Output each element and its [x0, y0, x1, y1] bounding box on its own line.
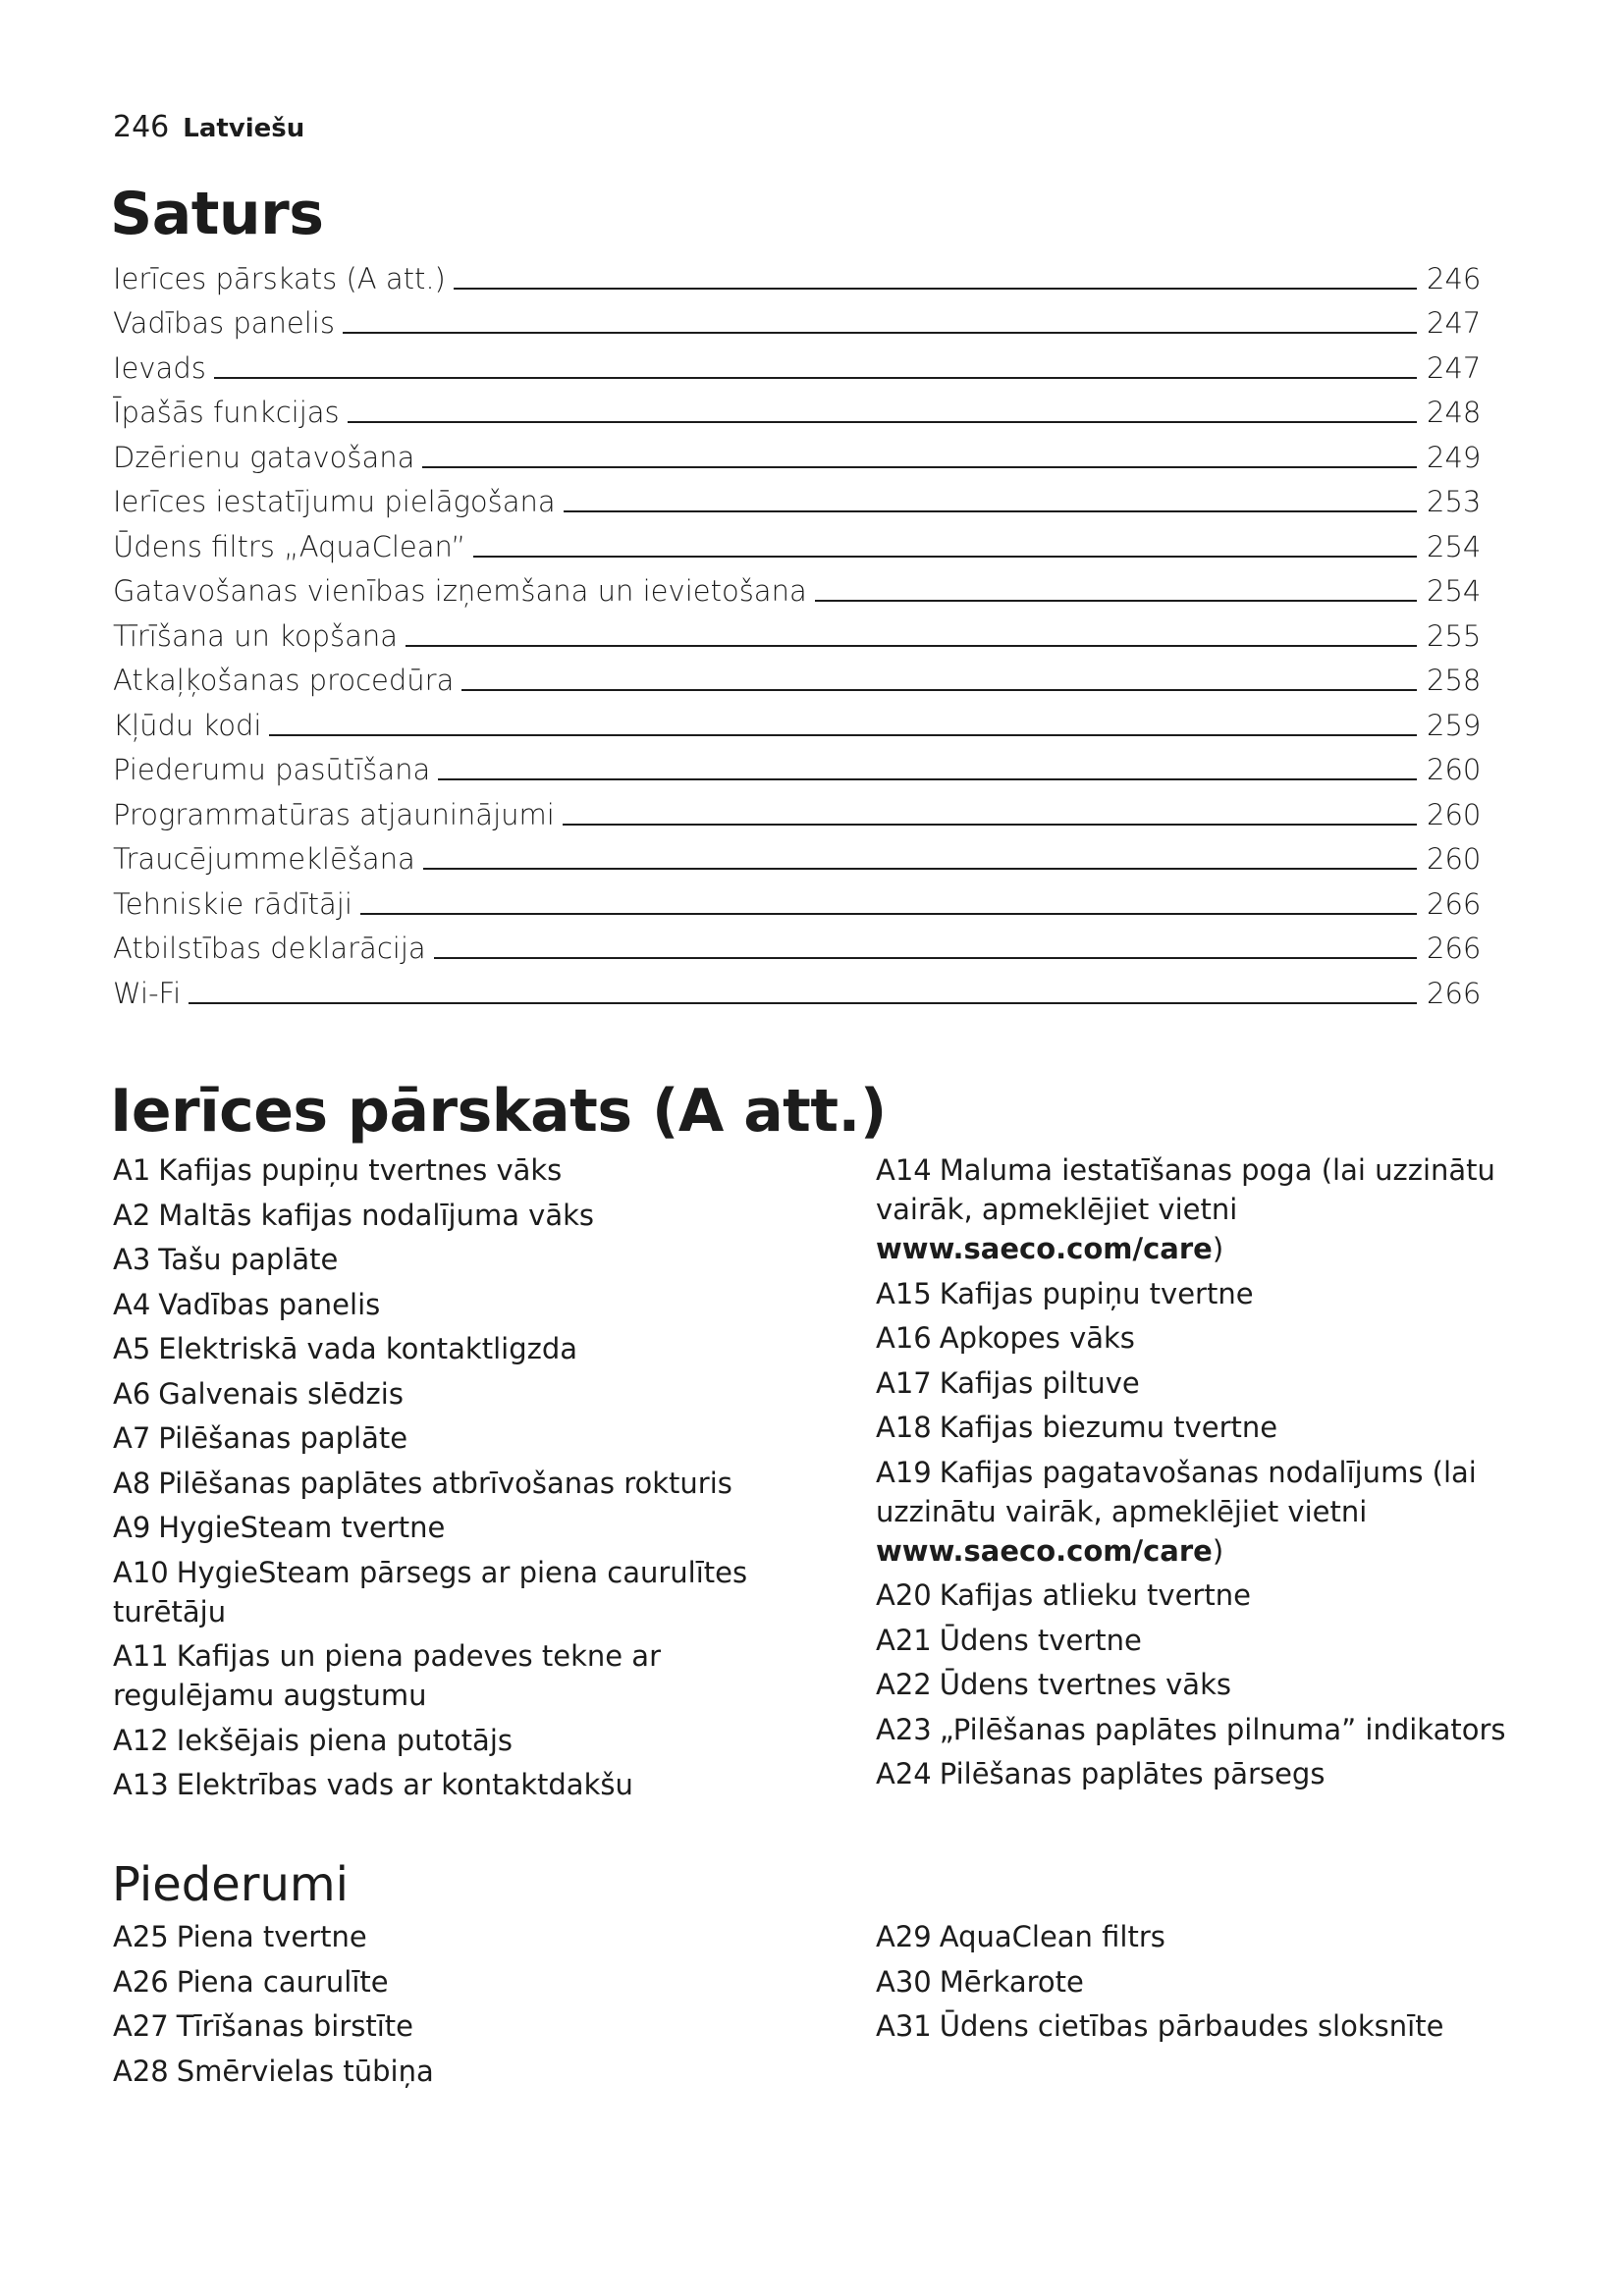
item-code: A26 — [113, 1964, 169, 1999]
item-code: A7 — [113, 1421, 151, 1455]
toc-entry[interactable] — [113, 429, 1482, 474]
list-item — [113, 1917, 800, 1956]
list-item: A15 Kafijas pupiņu tvertne — [876, 1276, 1254, 1310]
list-item — [113, 2006, 800, 2046]
toc-entry[interactable] — [113, 653, 1482, 698]
overview-title: Ierīces pārskats (A att.) — [110, 1077, 887, 1146]
toc-leader-line — [454, 288, 1417, 290]
toc-leader-line — [189, 1002, 1417, 1004]
toc-entry-title: Dzērienu gatavošana — [113, 440, 415, 474]
item-text: Piena tvertne — [176, 1920, 367, 1953]
toc-entry-title: Kļūdu kodi — [113, 708, 262, 742]
toc-title: Saturs — [110, 180, 324, 248]
toc-entry-title: Atkaļķošanas procedūra — [113, 664, 455, 697]
item-text: Mērkarote — [939, 1964, 1084, 1999]
list-item — [113, 1285, 800, 1324]
item-text: HygieSteam pārsegs ar piena caurulītes turētāju — [113, 1555, 748, 1629]
toc-entry[interactable] — [113, 295, 1482, 341]
toc-entry-page: 260 — [1427, 753, 1482, 786]
table-of-contents — [113, 250, 1482, 1010]
list-item — [113, 1150, 800, 1190]
list-item — [113, 1508, 800, 1547]
list-item — [113, 1196, 800, 1235]
list-item: A22 Ūdens tvertnes vāks — [876, 1668, 1231, 1701]
item-code: A25 — [113, 1920, 169, 1953]
item-text: Pilēšanas paplātes atbrīvošanas rokturis — [158, 1466, 732, 1500]
toc-entry-page: 259 — [1427, 708, 1482, 742]
toc-entry[interactable] — [113, 786, 1482, 831]
accessories-list-left — [113, 1917, 800, 2096]
saeco-link[interactable]: www.saeco.com/care — [876, 1232, 1213, 1265]
toc-entry-title: Tīrīšana un kopšana — [113, 618, 399, 653]
item-text: Pilēšanas paplāte — [158, 1421, 408, 1455]
item-text: Ūdens cietības pārbaudes sloksnīte — [939, 2009, 1444, 2043]
toc-entry[interactable] — [113, 518, 1482, 563]
item-text: Vadības panelis — [158, 1287, 381, 1321]
item-code: A13 — [113, 1768, 169, 1801]
list-item: A16 Apkopes vāks — [876, 1321, 1135, 1355]
toc-entry-page: 255 — [1427, 618, 1482, 653]
item-text: Smērvielas tūbiņa — [176, 2054, 434, 2088]
list-item — [876, 1962, 1543, 2002]
list-item — [113, 1553, 800, 1631]
toc-leader-line — [360, 913, 1417, 915]
overview-list-left — [113, 1150, 800, 1810]
toc-entry-page: 258 — [1427, 664, 1482, 697]
accessories-list-right — [876, 1917, 1543, 2052]
toc-leader-line — [815, 600, 1417, 602]
toc-entry-title: Tehniskie rādītāji — [113, 886, 352, 921]
toc-leader-line — [473, 556, 1417, 558]
list-item: A14 Maluma iestatīšanas poga (lai uzzinātu vairāk, apmeklējiet vietni www.saeco.com/care) — [876, 1153, 1495, 1265]
list-item — [113, 1721, 800, 1760]
toc-leader-line — [348, 421, 1417, 423]
toc-entry-title: Ierīces pārskats (A att.) — [113, 261, 446, 295]
list-item: A20 Kafijas atlieku tvertne — [876, 1578, 1251, 1612]
list-item — [113, 1374, 800, 1414]
toc-entry-title: Ievads — [113, 350, 206, 385]
item-code: A3 — [113, 1243, 151, 1276]
item-code: A5 — [113, 1332, 151, 1365]
item-text: Kafijas un piena padeves tekne ar regulējamu augstumu — [113, 1639, 662, 1712]
toc-entry-title: Īpašās funkcijas — [113, 396, 340, 429]
toc-entry-title: Traucējummeklēšana — [113, 842, 415, 876]
toc-entry-page: 254 — [1427, 529, 1482, 563]
toc-leader-line — [438, 778, 1417, 780]
list-item — [876, 1917, 1543, 1956]
accessories-title: Piederumi — [112, 1857, 350, 1912]
page-language: Latviešu — [183, 114, 305, 143]
item-code: A31 — [876, 2009, 932, 2043]
toc-entry[interactable] — [113, 474, 1482, 519]
toc-leader-line — [406, 645, 1417, 647]
toc-entry[interactable] — [113, 742, 1482, 787]
overview-list-right — [876, 1150, 1543, 1799]
toc-entry[interactable] — [113, 831, 1482, 877]
toc-entry[interactable] — [113, 385, 1482, 430]
toc-entry[interactable] — [113, 697, 1482, 742]
toc-entry-page: 247 — [1427, 350, 1482, 385]
list-item — [113, 1329, 800, 1368]
item-code: A4 — [113, 1287, 151, 1321]
toc-entry-title: Gatavošanas vienības izņemšana un ievietošana — [113, 574, 807, 608]
item-text: Galvenais slēdzis — [158, 1376, 404, 1411]
toc-entry-page: 248 — [1427, 396, 1482, 429]
saeco-link[interactable]: www.saeco.com/care — [876, 1533, 1213, 1568]
toc-entry-title: Programmatūras atjauninājumi — [113, 797, 555, 831]
toc-entry-page: 260 — [1427, 797, 1482, 831]
item-code: A1 — [113, 1153, 151, 1187]
toc-entry-page: 254 — [1427, 574, 1482, 608]
toc-entry-page: 249 — [1427, 440, 1482, 474]
toc-leader-line — [434, 957, 1417, 959]
list-item: A21 Ūdens tvertne — [876, 1623, 1142, 1657]
toc-entry-page: 266 — [1427, 932, 1482, 965]
toc-entry[interactable] — [113, 876, 1482, 921]
toc-leader-line — [214, 377, 1417, 379]
item-code: A10 — [113, 1555, 169, 1589]
list-item — [876, 2006, 1543, 2046]
list-item — [113, 1464, 800, 1503]
toc-leader-line — [343, 332, 1417, 334]
item-code: A30 — [876, 1964, 932, 1999]
toc-entry-title: Wi-Fi — [113, 976, 182, 1010]
item-code: A2 — [113, 1198, 151, 1232]
list-item — [113, 1636, 800, 1715]
toc-leader-line — [563, 824, 1417, 826]
list-item — [113, 2052, 800, 2091]
toc-entry[interactable] — [113, 563, 1482, 609]
item-text: AquaClean filtrs — [939, 1920, 1165, 1953]
toc-entry-title: Ūdens filtrs „AquaClean” — [113, 529, 466, 563]
toc-leader-line — [269, 734, 1417, 736]
item-code: A29 — [876, 1920, 932, 1953]
list-item — [113, 1240, 800, 1279]
item-code: A11 — [113, 1639, 169, 1673]
toc-leader-line — [423, 868, 1417, 870]
list-item — [113, 1962, 800, 2002]
toc-leader-line — [422, 466, 1417, 468]
list-item — [113, 1765, 800, 1804]
toc-entry-page: 246 — [1427, 261, 1482, 295]
toc-entry-page: 266 — [1427, 976, 1482, 1010]
toc-entry-title: Atbilstības deklarācija — [113, 932, 426, 965]
item-code: A9 — [113, 1511, 151, 1544]
toc-leader-line — [461, 689, 1417, 691]
item-text: HygieSteam tvertne — [158, 1511, 446, 1544]
toc-entry-page: 253 — [1427, 485, 1482, 518]
list-item: A23 „Pilēšanas paplātes pilnuma” indikators — [876, 1712, 1506, 1746]
list-item: A18 Kafijas biezumu tvertne — [876, 1411, 1278, 1444]
item-code: A27 — [113, 2009, 169, 2043]
item-text: Elektriskā vada kontaktligzda — [158, 1332, 577, 1365]
list-item: A24 Pilēšanas paplātes pārsegs — [876, 1757, 1326, 1790]
toc-entry[interactable] — [113, 340, 1482, 385]
list-item: A17 Kafijas piltuve — [876, 1365, 1140, 1400]
item-code: A12 — [113, 1723, 169, 1757]
item-code: A8 — [113, 1466, 151, 1500]
toc-entry-page: 260 — [1427, 842, 1482, 876]
toc-entry-page: 247 — [1427, 306, 1482, 340]
list-item: A19 Kafijas pagatavošanas nodalījums (lai uzzinātu vairāk, apmeklējiet vietni www.saeco.com/care) — [876, 1455, 1477, 1568]
item-code: A28 — [113, 2054, 169, 2088]
item-text: Iekšējais piena putotājs — [176, 1723, 513, 1757]
toc-entry[interactable] — [113, 965, 1482, 1010]
toc-entry[interactable] — [113, 921, 1482, 966]
toc-entry[interactable] — [113, 250, 1482, 295]
item-text: Maltās kafijas nodalījuma vāks — [158, 1198, 595, 1232]
toc-leader-line — [564, 510, 1417, 512]
toc-entry-page: 266 — [1427, 886, 1482, 921]
item-text: Kafijas pupiņu tvertnes vāks — [158, 1153, 563, 1187]
list-item — [113, 1418, 800, 1458]
toc-entry-title: Piederumu pasūtīšana — [113, 753, 431, 786]
item-text: Piena caurulīte — [176, 1964, 389, 1999]
item-code: A6 — [113, 1376, 151, 1411]
toc-entry-title: Vadības panelis — [113, 306, 335, 340]
page-number: 246 — [113, 110, 170, 144]
toc-entry[interactable] — [113, 608, 1482, 653]
item-text: Tašu paplāte — [158, 1243, 339, 1276]
toc-entry-title: Ierīces iestatījumu pielāgošana — [113, 485, 556, 518]
item-text: Tīrīšanas birstīte — [176, 2009, 413, 2043]
page-header — [113, 108, 304, 148]
item-text: Elektrības vads ar kontaktdakšu — [176, 1768, 633, 1801]
